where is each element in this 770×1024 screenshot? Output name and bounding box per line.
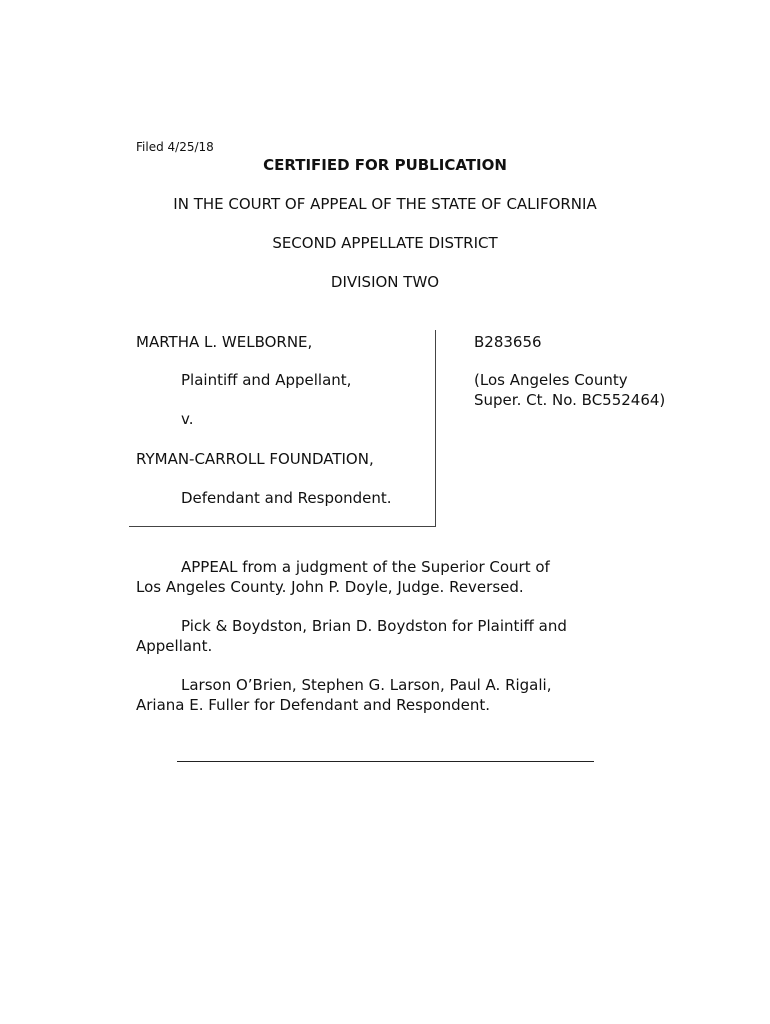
defendant-role: Defendant and Respondent. bbox=[181, 489, 392, 507]
appeal-line1: APPEAL from a judgment of the Superior Court of bbox=[181, 558, 550, 576]
appeal-line2: Los Angeles County. John P. Doyle, Judge. Reversed. bbox=[136, 578, 524, 596]
superior-court-line2: Super. Ct. No. BC552464) bbox=[474, 391, 666, 409]
defendant-name: RYMAN-CARROLL FOUNDATION, bbox=[136, 450, 374, 468]
plaintiff-counsel-line1: Pick & Boydston, Brian D. Boydston for Plaintiff and bbox=[181, 617, 567, 635]
caption-vertical-divider bbox=[435, 330, 436, 526]
versus: v. bbox=[181, 410, 194, 428]
filed-date: Filed 4/25/18 bbox=[136, 140, 214, 154]
defendant-counsel-line2: Ariana E. Fuller for Defendant and Respondent. bbox=[136, 696, 491, 714]
defendant-counsel-line1: Larson O’Brien, Stephen G. Larson, Paul A. Rigali, bbox=[181, 676, 552, 694]
division: DIVISION TWO bbox=[330, 273, 440, 291]
superior-court-line1: (Los Angeles County bbox=[474, 371, 628, 389]
plaintiff-name: MARTHA L. WELBORNE, bbox=[136, 333, 313, 351]
certification-heading: CERTIFIED FOR PUBLICATION bbox=[263, 156, 507, 174]
plaintiff-role: Plaintiff and Appellant, bbox=[181, 371, 352, 389]
court-name: IN THE COURT OF APPEAL OF THE STATE OF CALIFORNIA bbox=[173, 195, 597, 213]
plaintiff-counsel-line2: Appellant. bbox=[136, 637, 213, 655]
appellate-district: SECOND APPELLATE DISTRICT bbox=[272, 234, 498, 252]
caption-horizontal-divider bbox=[129, 526, 436, 527]
separator-line bbox=[177, 761, 594, 762]
case-number: B283656 bbox=[474, 333, 542, 351]
